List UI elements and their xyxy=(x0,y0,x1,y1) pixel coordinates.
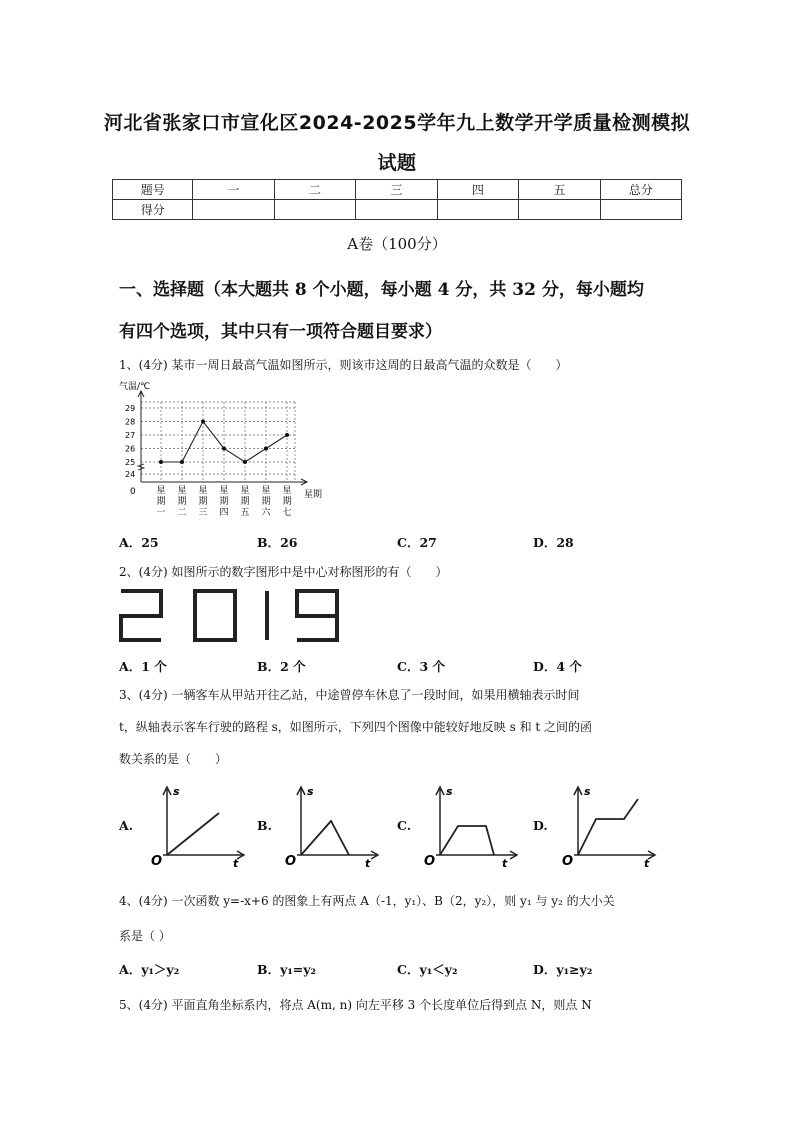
q2-option-d: D．4 个 xyxy=(533,659,582,674)
x-tick-label: 期 xyxy=(198,497,208,507)
y-tick-label: 25 xyxy=(125,458,136,467)
score-cell xyxy=(600,200,681,220)
score-header-cell: 题号 xyxy=(113,180,193,200)
chart-grid xyxy=(141,402,295,482)
x-tick-label: 星 xyxy=(240,486,250,496)
q3-graph-b xyxy=(279,783,379,868)
q3-option-d: D. xyxy=(533,818,548,833)
question-3-line3: 数关系的是（ ） xyxy=(119,752,228,766)
axis-t-label: t xyxy=(233,857,239,868)
temperature-point xyxy=(159,460,163,464)
origin-label: O xyxy=(424,854,436,868)
x-tick-label: 六 xyxy=(261,508,271,518)
score-header-cell: 五 xyxy=(519,180,600,200)
x-tick-label: 星 xyxy=(198,486,208,496)
digit-figure-2019 xyxy=(117,586,342,646)
origin-label: O xyxy=(562,854,574,868)
y-tick-label: 29 xyxy=(125,404,136,413)
q3-option-b: B. xyxy=(257,818,272,833)
y-tick-label: 27 xyxy=(125,431,136,440)
score-header-cell: 总分 xyxy=(600,180,681,200)
chart-xlabel: 星期 xyxy=(304,490,323,500)
y-tick-label: 26 xyxy=(125,444,136,454)
question-3-line2: t，纵轴表示客车行驶的路程 s，如图所示，下列四个图像中能较好地反映 s 和 t 之间的函 xyxy=(119,720,593,734)
axis-s-label: s xyxy=(307,785,314,798)
chart-x-ticks xyxy=(156,485,291,518)
x-tick-label: 期 xyxy=(177,497,187,507)
temperature-point xyxy=(222,447,226,451)
x-tick-label: 七 xyxy=(282,508,292,518)
section-heading-line2: 有四个选项，其中只有一项符合题目要求） xyxy=(119,322,442,342)
score-table-score-row xyxy=(113,200,682,220)
x-tick-label: 五 xyxy=(240,508,250,518)
chart-ylabel: 气温/℃ xyxy=(119,382,151,392)
document-title-line2: 试题 xyxy=(377,152,417,174)
q4-option-c: C．y₁＜y₂ xyxy=(397,962,458,977)
axis-s-label: s xyxy=(584,785,591,798)
x-tick-label: 四 xyxy=(219,508,229,518)
score-table-header-row xyxy=(113,180,682,200)
q1-option-d: D．28 xyxy=(533,535,574,550)
q2-option-b: B．2 个 xyxy=(257,659,306,674)
q4-option-a: A．y₁＞y₂ xyxy=(119,962,180,977)
x-tick-label: 星 xyxy=(156,486,166,496)
temperature-point xyxy=(243,460,247,464)
q3-graph-c xyxy=(418,783,518,868)
temperature-point xyxy=(180,460,184,464)
digit-9-shape xyxy=(297,591,337,640)
q3-graph-d xyxy=(560,783,660,868)
temperature-line-chart xyxy=(116,378,336,528)
q1-option-c: C．27 xyxy=(397,535,437,550)
q1-option-a: A．25 xyxy=(119,535,159,550)
score-table xyxy=(112,179,682,220)
x-tick-label: 星 xyxy=(219,486,229,496)
temperature-point xyxy=(201,420,205,424)
origin-label: O xyxy=(285,854,297,868)
x-tick-label: 星 xyxy=(177,486,187,496)
temperature-point xyxy=(264,447,268,451)
q3-option-c: C. xyxy=(397,818,412,833)
x-tick-label: 星 xyxy=(282,486,292,496)
axis-t-label: t xyxy=(365,857,371,868)
question-4-line1: 4、(4分) 一次函数 y=-x+6 的图象上有两点 A（-1，y₁）、B（2，y₂），则 y₁ 与 y₂ 的大小关 xyxy=(119,894,615,908)
chart-y-ticks xyxy=(125,404,135,479)
x-tick-label: 期 xyxy=(219,497,229,507)
x-tick-label: 期 xyxy=(240,497,250,507)
x-tick-label: 期 xyxy=(261,497,271,507)
q4-option-b: B．y₁=y₂ xyxy=(257,962,317,977)
axis-t-label: t xyxy=(502,857,508,868)
question-5-line1: 5、(4分) 平面直角坐标系内，将点 A(m, n) 向左平移 3 个长度单位后得到点 N，则点 N xyxy=(119,998,592,1012)
origin-label: O xyxy=(151,854,163,868)
document-title-line1: 河北省张家口市宣化区2024-2025学年九上数学开学质量检测模拟 xyxy=(103,112,691,134)
axis-s-label: s xyxy=(446,785,453,798)
score-cell xyxy=(193,200,274,220)
axis-s-label: s xyxy=(173,785,180,798)
digit-2-shape xyxy=(121,591,161,640)
digit-0-shape xyxy=(195,591,235,640)
x-tick-label: 一 xyxy=(156,508,166,518)
q2-option-c: C．3 个 xyxy=(397,659,445,674)
score-header-cell: 二 xyxy=(274,180,355,200)
q3-graph-a xyxy=(145,783,245,868)
question-2-text: 2、(4分) 如图所示的数字图形中是中心对称图形的有（ ） xyxy=(119,565,448,579)
axis-t-label: t xyxy=(644,857,650,868)
chart-origin-label: 0 xyxy=(130,487,136,497)
q3-option-a: A. xyxy=(119,818,134,833)
score-cell xyxy=(356,200,437,220)
score-header-cell: 四 xyxy=(437,180,518,200)
y-tick-label: 28 xyxy=(125,417,136,427)
y-tick-label: 24 xyxy=(125,470,136,479)
x-tick-label: 二 xyxy=(177,508,187,518)
question-3-line1: 3、(4分) 一辆客车从甲站开往乙站，中途曾停车休息了一段时间，如果用横轴表示时间 xyxy=(119,688,580,702)
question-4-line2: 系是（ ） xyxy=(119,929,171,943)
score-header-cell: 三 xyxy=(356,180,437,200)
q4-option-d: D．y₁≥y₂ xyxy=(533,962,593,977)
axis-break xyxy=(138,464,144,470)
temperature-point xyxy=(285,433,289,437)
x-tick-label: 三 xyxy=(198,508,208,518)
score-header-cell: 一 xyxy=(193,180,274,200)
volume-heading: A卷（100分） xyxy=(347,235,447,253)
x-tick-label: 期 xyxy=(156,497,166,507)
question-1-text: 1、(4分) 某市一周日最高气温如图所示，则该市这周的日最高气温的众数是（ ） xyxy=(119,358,568,372)
q1-option-b: B．26 xyxy=(257,535,298,550)
score-cell xyxy=(274,200,355,220)
x-tick-label: 期 xyxy=(282,497,292,507)
score-row-label: 得分 xyxy=(113,200,193,220)
q2-option-a: A．1 个 xyxy=(119,659,167,674)
score-cell xyxy=(437,200,518,220)
x-tick-label: 星 xyxy=(261,486,271,496)
score-cell xyxy=(519,200,600,220)
section-heading-line1: 一、选择题（本大题共 8 个小题，每小题 4 分，共 32 分，每小题均 xyxy=(119,280,644,300)
